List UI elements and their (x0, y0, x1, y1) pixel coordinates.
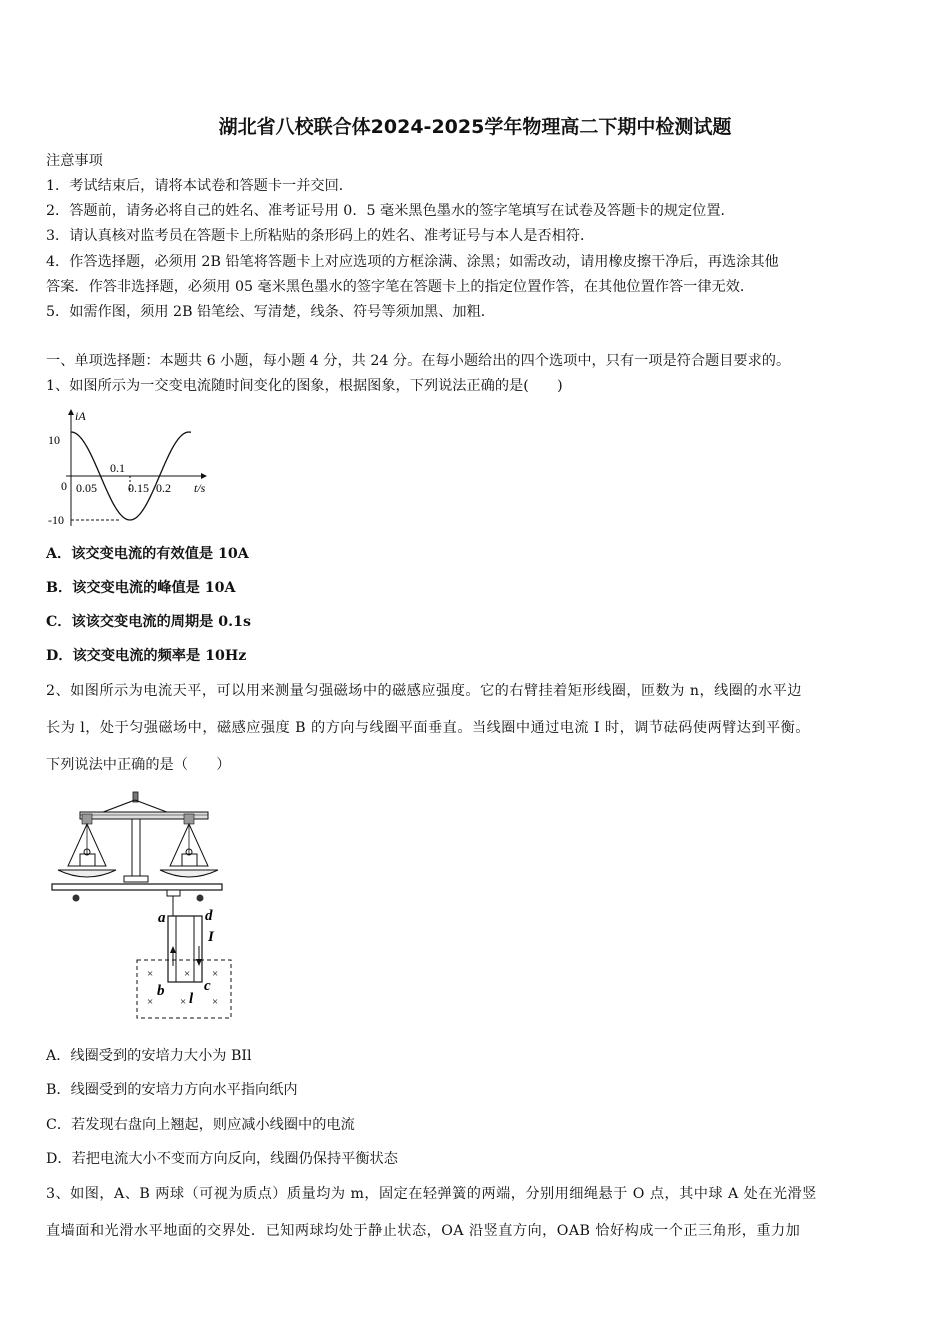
x-tick-label: 0.05 (76, 481, 97, 495)
svg-text:×: × (147, 968, 154, 980)
svg-text:×: × (212, 996, 219, 1008)
y-tick-label: 10 (48, 433, 60, 447)
svg-text:×: × (147, 996, 154, 1008)
x-tick-label: 0.2 (156, 481, 171, 495)
label-a: a (158, 910, 166, 926)
x-axis-label: t/s (194, 481, 206, 495)
section-heading: 一、单项选择题：本题共 6 小题，每小题 4 分，共 24 分。在每小题给出的四个选项中，只有一项是符合题目要求的。 (46, 353, 791, 369)
option-c: C．该该交变电流的周期是 0.1s (46, 614, 251, 630)
question-1-stem: 1、如图所示为一交变电流随时间变化的图象，根据图象，下列说法正确的是( ) (46, 378, 563, 394)
option-c: C．若发现右盘向上翘起，则应减小线圈中的电流 (46, 1117, 355, 1133)
current-balance-figure (50, 788, 240, 1027)
question-3-stem: 3、如图，A、B 两球（可视为质点）质量均为 m，固定在轻弹簧的两端，分别用细绳悬于 O 点，其中球 A 处在光滑竖 (46, 1186, 817, 1202)
ac-current-graph (44, 404, 224, 536)
x-tick-label: 0.1 (110, 461, 125, 475)
option-a: A．该交变电流的有效值是 10A (46, 546, 249, 562)
option-d: D．若把电流大小不变而方向反向，线圈仍保持平衡状态 (46, 1151, 398, 1167)
option-a: A．线圈受到的安培力大小为 BIl (46, 1048, 252, 1064)
label-current: I (208, 929, 214, 945)
notice-item: 3．请认真核对监考员在答题卡上所粘贴的条形码上的姓名、准考证号与本人是否相符． (46, 228, 595, 244)
balance-base (52, 884, 222, 890)
page-title: 湖北省八校联合体2024-2025学年物理高二下期中检测试题 (218, 116, 732, 138)
question-2-stem: 下列说法中正确的是（ ） (46, 757, 231, 773)
right-weight (182, 854, 197, 866)
question-2-stem: 长为 l，处于匀强磁场中，磁感应强度 B 的方向与线圈平面垂直。当线圈中通过电流 I 时，调节砝码使两臂达到平衡。 (46, 720, 810, 736)
balance-post (132, 819, 140, 879)
label-d: d (205, 908, 213, 924)
notice-heading: 注意事项 (46, 153, 103, 169)
notice-item: 2．答题前，请务必将自己的姓名、准考证号用 0．5 毫米黑色墨水的签字笔填写在试卷及答题卡的规定位置． (46, 203, 735, 219)
label-l: l (189, 991, 194, 1007)
right-pan (160, 870, 218, 877)
y-axis-label: iA (75, 409, 86, 423)
notice-item: 5．如需作图，须用 2B 铅笔绘、写清楚，线条、符号等须加黑、加粗． (46, 304, 495, 320)
svg-text:×: × (184, 968, 191, 980)
option-d: D．该交变电流的频率是 10Hz (46, 648, 247, 664)
left-pan (58, 870, 116, 877)
y-tick-label: 0 (61, 479, 67, 493)
label-c: c (204, 978, 211, 994)
svg-text:×: × (212, 968, 219, 980)
question-2-stem: 2、如图所示为电流天平，可以用来测量匀强磁场中的磁感应强度。它的右臂挂着矩形线圈，匝数为 n，线圈的水平边 (46, 683, 802, 699)
notice-item: 答案．作答非选择题，必须用 05 毫米黑色墨水的签字笔在答题卡上的指定位置作答，在其他位置作答一律无效． (46, 279, 755, 295)
x-tick-label: 0.15 (128, 481, 149, 495)
label-b: b (157, 983, 165, 999)
option-b: B．线圈受到的安培力方向水平指向纸内 (46, 1082, 298, 1098)
y-tick-label: -10 (48, 513, 64, 527)
left-weight (80, 854, 95, 866)
notice-item: 1．考试结束后，请将本试卷和答题卡一并交回． (46, 178, 353, 194)
svg-text:×: × (180, 996, 187, 1008)
option-b: B．该交变电流的峰值是 10A (46, 580, 236, 596)
notice-item: 4．作答选择题，必须用 2B 铅笔将答题卡上对应选项的方框涂满、涂黑；如需改动，请用橡皮擦干净后，再选涂其他 (46, 254, 779, 270)
question-3-stem: 直墙面和光滑水平地面的交界处．已知两球均处于静止状态，OA 沿竖直方向，OAB 恰好构成一个正三角形，重力加 (46, 1223, 801, 1239)
